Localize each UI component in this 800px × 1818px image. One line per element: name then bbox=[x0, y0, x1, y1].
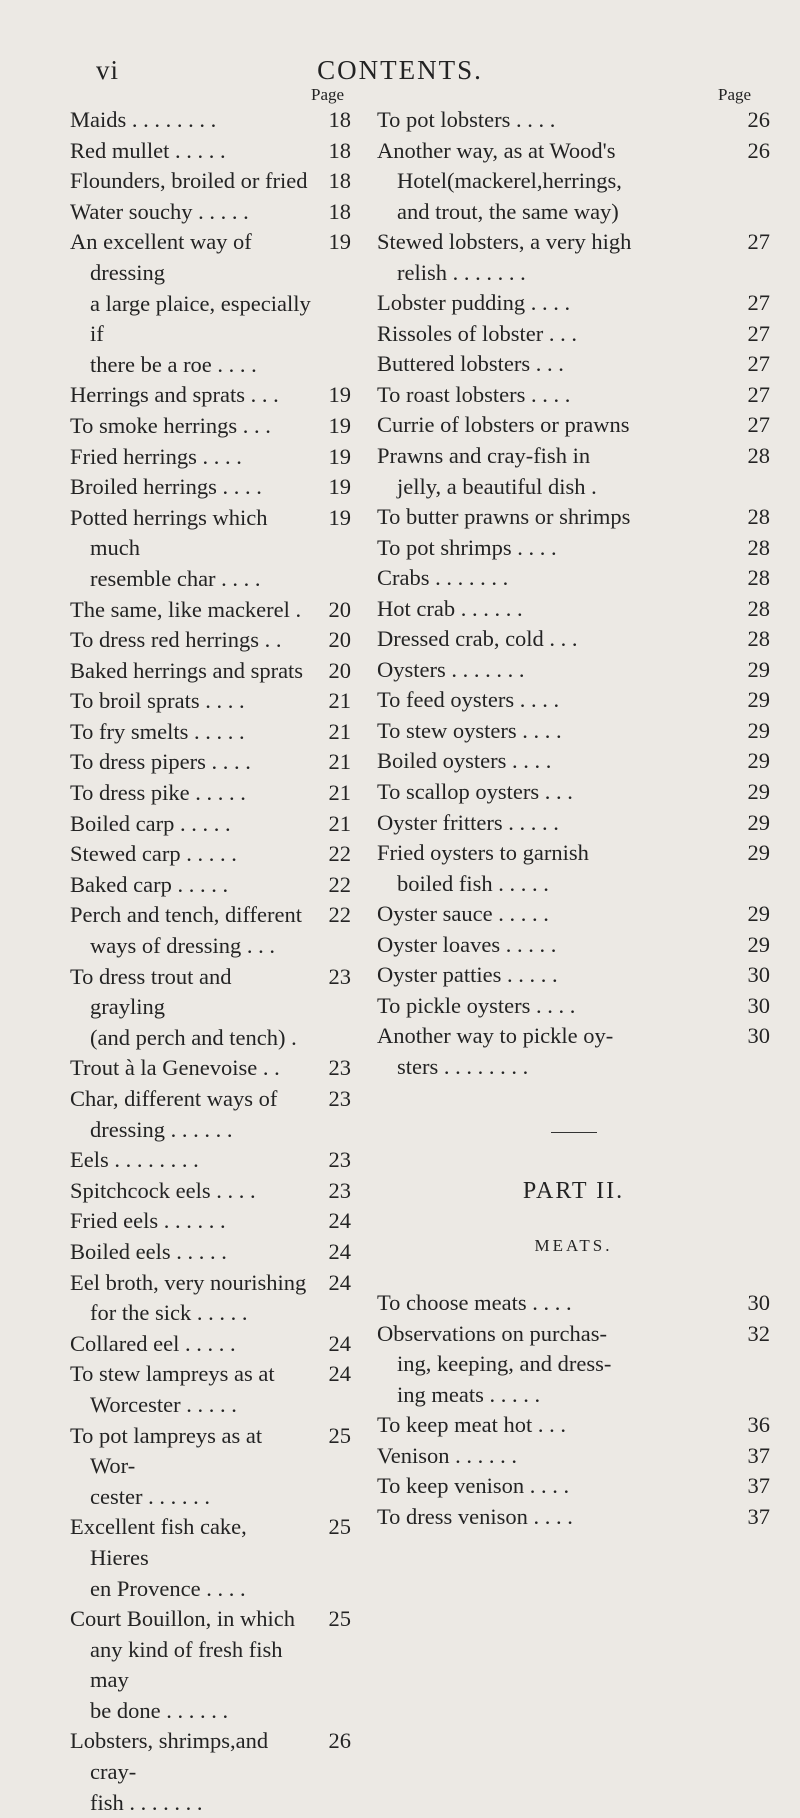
entry-title: Char, different ways of dressing . . . . . . bbox=[70, 1086, 278, 1142]
entry-page-number: 24 bbox=[328, 1330, 351, 1356]
contents-entry bbox=[70, 380, 351, 411]
entry-title: To keep meat hot . . . bbox=[377, 1412, 566, 1438]
entry-page-number: 29 bbox=[747, 687, 770, 713]
entry-page-number: 23 bbox=[328, 963, 351, 989]
entry-title: Boiled oysters . . . . bbox=[377, 748, 552, 774]
contents-entry bbox=[377, 655, 770, 686]
entry-page-number: 23 bbox=[328, 1147, 351, 1173]
contents-entry bbox=[377, 808, 770, 839]
entry-page-number: 23 bbox=[328, 1177, 351, 1203]
entry-title: Water souchy . . . . . bbox=[70, 198, 249, 224]
entry-page-number: 30 bbox=[747, 962, 770, 988]
contents-column-left bbox=[70, 105, 351, 1818]
entry-page-number: 20 bbox=[328, 596, 351, 622]
entry-title: Collared eel . . . . . bbox=[70, 1330, 236, 1356]
contents-column-right bbox=[377, 105, 770, 1532]
page-column-label-left: Page bbox=[311, 85, 345, 104]
entry-title: To scallop oysters . . . bbox=[377, 779, 573, 805]
entry-page-number: 30 bbox=[747, 992, 770, 1018]
contents-entry bbox=[377, 1288, 770, 1319]
entry-title: Oyster fritters . . . . . bbox=[377, 809, 559, 835]
entry-title: To dress trout and grayling (and perch and tench) . bbox=[70, 963, 297, 1050]
entry-page-number: 29 bbox=[747, 901, 770, 927]
entry-page-number: 25 bbox=[328, 1514, 351, 1540]
entry-title: Boiled eels . . . . . bbox=[70, 1238, 227, 1264]
entry-title: Another way, as at Wood's Hotel(mackerel,herrings, and trout, the same way) bbox=[377, 137, 622, 224]
entry-page-number: 24 bbox=[328, 1269, 351, 1295]
entry-title: To dress venison . . . . bbox=[377, 1503, 573, 1529]
entry-page-number: 21 bbox=[328, 780, 351, 806]
entry-page-number: 25 bbox=[328, 1422, 351, 1448]
entry-page-number: 27 bbox=[747, 412, 770, 438]
contents-entry bbox=[70, 1421, 351, 1513]
entry-page-number: 23 bbox=[328, 1055, 351, 1081]
entry-page-number: 18 bbox=[328, 168, 351, 194]
contents-entry bbox=[70, 1237, 351, 1268]
entry-title: Excellent fish cake, Hieres en Provence . . . . bbox=[70, 1514, 247, 1601]
entry-title: To butter prawns or shrimps bbox=[377, 504, 631, 530]
entry-page-number: 22 bbox=[328, 841, 351, 867]
contents-entry bbox=[70, 442, 351, 473]
entry-page-number: 18 bbox=[328, 198, 351, 224]
entry-page-number: 26 bbox=[747, 137, 770, 163]
contents-entry bbox=[377, 685, 770, 716]
entry-page-number: 29 bbox=[747, 717, 770, 743]
contents-entry bbox=[377, 1441, 770, 1472]
contents-entry bbox=[70, 1206, 351, 1237]
contents-entry bbox=[377, 1319, 770, 1411]
entry-title: To feed oysters . . . . bbox=[377, 687, 560, 713]
entry-page-number: 23 bbox=[328, 1086, 351, 1111]
entry-page-number: 29 bbox=[747, 656, 770, 682]
entry-title: Lobsters, shrimps,and cray- fish . . . . . . . bbox=[70, 1728, 269, 1815]
contents-entry bbox=[377, 960, 770, 991]
contents-entry bbox=[377, 502, 770, 533]
contents-entry bbox=[70, 747, 351, 778]
entry-page-number: 19 bbox=[328, 412, 351, 438]
entry-title: Oyster sauce . . . . . bbox=[377, 901, 549, 927]
entry-page-number: 25 bbox=[328, 1606, 351, 1632]
contents-entry bbox=[70, 717, 351, 748]
page-number: vi bbox=[96, 55, 120, 85]
contents-entry bbox=[377, 136, 770, 228]
entry-page-number: 29 bbox=[747, 931, 770, 957]
entry-page-number: 20 bbox=[328, 657, 351, 683]
entry-page-number: 32 bbox=[747, 1320, 770, 1346]
entry-title: To stew lampreys as at Worcester . . . . . bbox=[70, 1361, 275, 1417]
entry-page-number: 18 bbox=[328, 137, 351, 163]
contents-entry bbox=[70, 1726, 351, 1818]
entry-title: Oyster loaves . . . . . bbox=[377, 931, 557, 957]
contents-entry bbox=[70, 656, 351, 687]
entry-title: Currie of lobsters or prawns bbox=[377, 412, 630, 438]
entry-title: Venison . . . . . . bbox=[377, 1442, 517, 1468]
contents-entry bbox=[70, 136, 351, 167]
entry-page-number: 29 bbox=[747, 779, 770, 805]
entry-title: An excellent way of dressing a large plaice, especially if there be a roe . . . . bbox=[70, 229, 311, 377]
entry-title: Rissoles of lobster . . . bbox=[377, 320, 577, 346]
entry-page-number: 29 bbox=[747, 748, 770, 774]
entry-page-number: 19 bbox=[328, 504, 351, 530]
entry-title: Baked carp . . . . . bbox=[70, 871, 229, 897]
entry-title: Herrings and sprats . . . bbox=[70, 382, 279, 408]
contents-entry bbox=[70, 809, 351, 840]
section-divider bbox=[551, 1132, 597, 1134]
entry-page-number: 24 bbox=[328, 1208, 351, 1234]
part-title: PART II. bbox=[522, 1178, 625, 1204]
entry-page-number: 20 bbox=[328, 627, 351, 653]
entry-page-number: 28 bbox=[747, 626, 770, 652]
entry-title: Potted herrings which much resemble char . . . . bbox=[70, 504, 268, 591]
entry-title: Dressed crab, cold . . . bbox=[377, 626, 578, 652]
contents-entry bbox=[70, 1053, 351, 1084]
contents-entry bbox=[70, 503, 351, 595]
entry-title: Fried herrings . . . . bbox=[70, 443, 242, 469]
contents-entry bbox=[377, 319, 770, 350]
contents-entry bbox=[70, 472, 351, 503]
contents-entry bbox=[70, 227, 351, 380]
entry-title: Broiled herrings . . . . bbox=[70, 474, 262, 500]
entry-title: Court Bouillon, in which any kind of fresh fish may be done . . . . . . bbox=[70, 1606, 295, 1723]
entry-page-number: 26 bbox=[747, 107, 770, 132]
entry-title: To pickle oysters . . . . bbox=[377, 992, 576, 1018]
entry-page-number: 37 bbox=[747, 1442, 770, 1468]
entry-page-number: 21 bbox=[328, 810, 351, 836]
contents-entry bbox=[377, 594, 770, 625]
entry-title: Spitchcock eels . . . . bbox=[70, 1177, 256, 1203]
contents-entry bbox=[377, 288, 770, 319]
entry-title: Prawns and cray-fish in jelly, a beautiful dish . bbox=[377, 443, 597, 499]
entry-title: Eel broth, very nourishing for the sick . . . . . bbox=[70, 1269, 307, 1326]
entry-title: Crabs . . . . . . . bbox=[377, 565, 509, 591]
entry-title: Boiled carp . . . . . bbox=[70, 810, 231, 836]
contents-entry bbox=[377, 624, 770, 655]
entry-page-number: 30 bbox=[747, 1023, 770, 1049]
contents-entry bbox=[377, 410, 770, 441]
entry-page-number: 18 bbox=[328, 107, 351, 132]
entry-page-number: 21 bbox=[328, 749, 351, 775]
entry-page-number: 27 bbox=[747, 320, 770, 346]
contents-entry bbox=[377, 746, 770, 777]
entry-page-number: 30 bbox=[747, 1290, 770, 1315]
contents-entry bbox=[70, 1176, 351, 1207]
entry-title: The same, like mackerel . bbox=[70, 596, 302, 622]
contents-entry bbox=[377, 349, 770, 380]
entry-page-number: 26 bbox=[328, 1728, 351, 1754]
contents-entry bbox=[70, 1145, 351, 1176]
entry-page-number: 19 bbox=[328, 474, 351, 500]
entry-page-number: 22 bbox=[328, 902, 351, 928]
entry-title: To pot lobsters . . . . bbox=[377, 107, 556, 132]
contents-entry bbox=[70, 625, 351, 656]
contents-entry bbox=[377, 1021, 770, 1082]
contents-entry bbox=[70, 1359, 351, 1420]
entry-page-number: 27 bbox=[747, 351, 770, 377]
contents-entry bbox=[377, 930, 770, 961]
contents-entry bbox=[377, 227, 770, 288]
entry-title: Stewed carp . . . . . bbox=[70, 841, 237, 867]
entry-title: Observations on purchas- ing, keeping, and dress- ing meats . . . . . bbox=[377, 1320, 612, 1407]
contents-entry bbox=[377, 991, 770, 1022]
entry-title: To fry smelts . . . . . bbox=[70, 718, 245, 744]
contents-entry bbox=[377, 441, 770, 502]
contents-entry bbox=[70, 686, 351, 717]
entry-title: To dress red herrings . . bbox=[70, 627, 282, 653]
entry-page-number: 37 bbox=[747, 1503, 770, 1529]
entry-page-number: 28 bbox=[747, 595, 770, 621]
page-column-label-right: Page bbox=[718, 85, 752, 104]
contents-entry bbox=[377, 777, 770, 808]
entry-title: Eels . . . . . . . . bbox=[70, 1147, 199, 1173]
contents-entry bbox=[377, 380, 770, 411]
entry-title: Perch and tench, different ways of dressing . . . bbox=[70, 902, 302, 959]
contents-entry bbox=[377, 1471, 770, 1502]
entry-title: To dress pipers . . . . bbox=[70, 749, 251, 775]
entry-title: Maids . . . . . . . . bbox=[70, 107, 217, 132]
entry-title: To broil sprats . . . . bbox=[70, 688, 245, 714]
entry-title: Red mullet . . . . . bbox=[70, 137, 226, 163]
contents-entry bbox=[70, 1604, 351, 1726]
entry-page-number: 21 bbox=[328, 718, 351, 744]
entry-page-number: 27 bbox=[747, 229, 770, 255]
entry-title: Oyster patties . . . . . bbox=[377, 962, 558, 988]
entry-title: Fried eels . . . . . . bbox=[70, 1208, 226, 1234]
entry-title: To choose meats . . . . bbox=[377, 1290, 572, 1315]
entry-page-number: 21 bbox=[328, 688, 351, 714]
contents-entry bbox=[377, 716, 770, 747]
contents-entry bbox=[70, 197, 351, 228]
contents-entry bbox=[70, 839, 351, 870]
entry-page-number: 28 bbox=[747, 443, 770, 469]
entry-title: To pot lampreys as at Wor- cester . . . . . . bbox=[70, 1422, 263, 1509]
entry-page-number: 28 bbox=[747, 565, 770, 591]
contents-entry bbox=[70, 105, 351, 136]
entry-title: Oysters . . . . . . . bbox=[377, 656, 525, 682]
entry-title: Trout à la Genevoise . . bbox=[70, 1055, 280, 1081]
entry-title: Baked herrings and sprats bbox=[70, 657, 304, 683]
entry-page-number: 24 bbox=[328, 1238, 351, 1264]
entry-title: To smoke herrings . . . bbox=[70, 412, 271, 438]
running-title: CONTENTS. bbox=[317, 55, 483, 85]
contents-entry bbox=[377, 533, 770, 564]
entry-title: Buttered lobsters . . . bbox=[377, 351, 564, 377]
entry-title: Stewed lobsters, a very high relish . . . . . . . bbox=[377, 229, 632, 285]
contents-entry bbox=[377, 899, 770, 930]
entry-title: Lobster pudding . . . . bbox=[377, 290, 571, 316]
contents-entry bbox=[70, 778, 351, 809]
contents-entry bbox=[70, 1512, 351, 1604]
contents-entry bbox=[70, 962, 351, 1054]
page-header bbox=[0, 55, 800, 87]
entry-title: To keep venison . . . . bbox=[377, 1473, 570, 1499]
entry-page-number: 19 bbox=[328, 229, 351, 255]
entry-title: Flounders, broiled or fried bbox=[70, 168, 308, 194]
contents-entry bbox=[377, 105, 770, 136]
entry-page-number: 19 bbox=[328, 443, 351, 469]
entry-page-number: 36 bbox=[747, 1412, 770, 1438]
entry-title: To pot shrimps . . . . bbox=[377, 534, 557, 560]
entry-page-number: 28 bbox=[747, 534, 770, 560]
contents-entry bbox=[70, 1268, 351, 1329]
entry-page-number: 28 bbox=[747, 504, 770, 530]
entry-page-number: 37 bbox=[747, 1473, 770, 1499]
entry-page-number: 24 bbox=[328, 1361, 351, 1387]
contents-entry bbox=[70, 166, 351, 197]
entry-title: Hot crab . . . . . . bbox=[377, 595, 523, 621]
entry-title: Another way to pickle oy- sters . . . . . . . . bbox=[377, 1023, 614, 1079]
contents-entry bbox=[377, 838, 770, 899]
entry-page-number: 29 bbox=[747, 809, 770, 835]
entry-page-number: 22 bbox=[328, 871, 351, 897]
contents-entry bbox=[377, 1410, 770, 1441]
entry-page-number: 27 bbox=[747, 290, 770, 316]
entry-title: To roast lobsters . . . . bbox=[377, 381, 571, 407]
contents-entry bbox=[377, 563, 770, 594]
contents-entry bbox=[70, 411, 351, 442]
entry-title: To stew oysters . . . . bbox=[377, 717, 562, 743]
entry-title: To dress pike . . . . . bbox=[70, 780, 246, 806]
contents-entry bbox=[377, 1502, 770, 1533]
entry-page-number: 27 bbox=[747, 381, 770, 407]
section-title: MEATS. bbox=[534, 1236, 613, 1255]
contents-entry bbox=[70, 1329, 351, 1360]
contents-entry bbox=[70, 1084, 351, 1145]
entry-page-number: 19 bbox=[328, 382, 351, 408]
contents-entry bbox=[70, 900, 351, 961]
contents-entry bbox=[70, 870, 351, 901]
entry-page-number: 29 bbox=[747, 840, 770, 866]
contents-entry bbox=[70, 595, 351, 626]
entry-title: Fried oysters to garnish boiled fish . . . . . bbox=[377, 840, 589, 896]
